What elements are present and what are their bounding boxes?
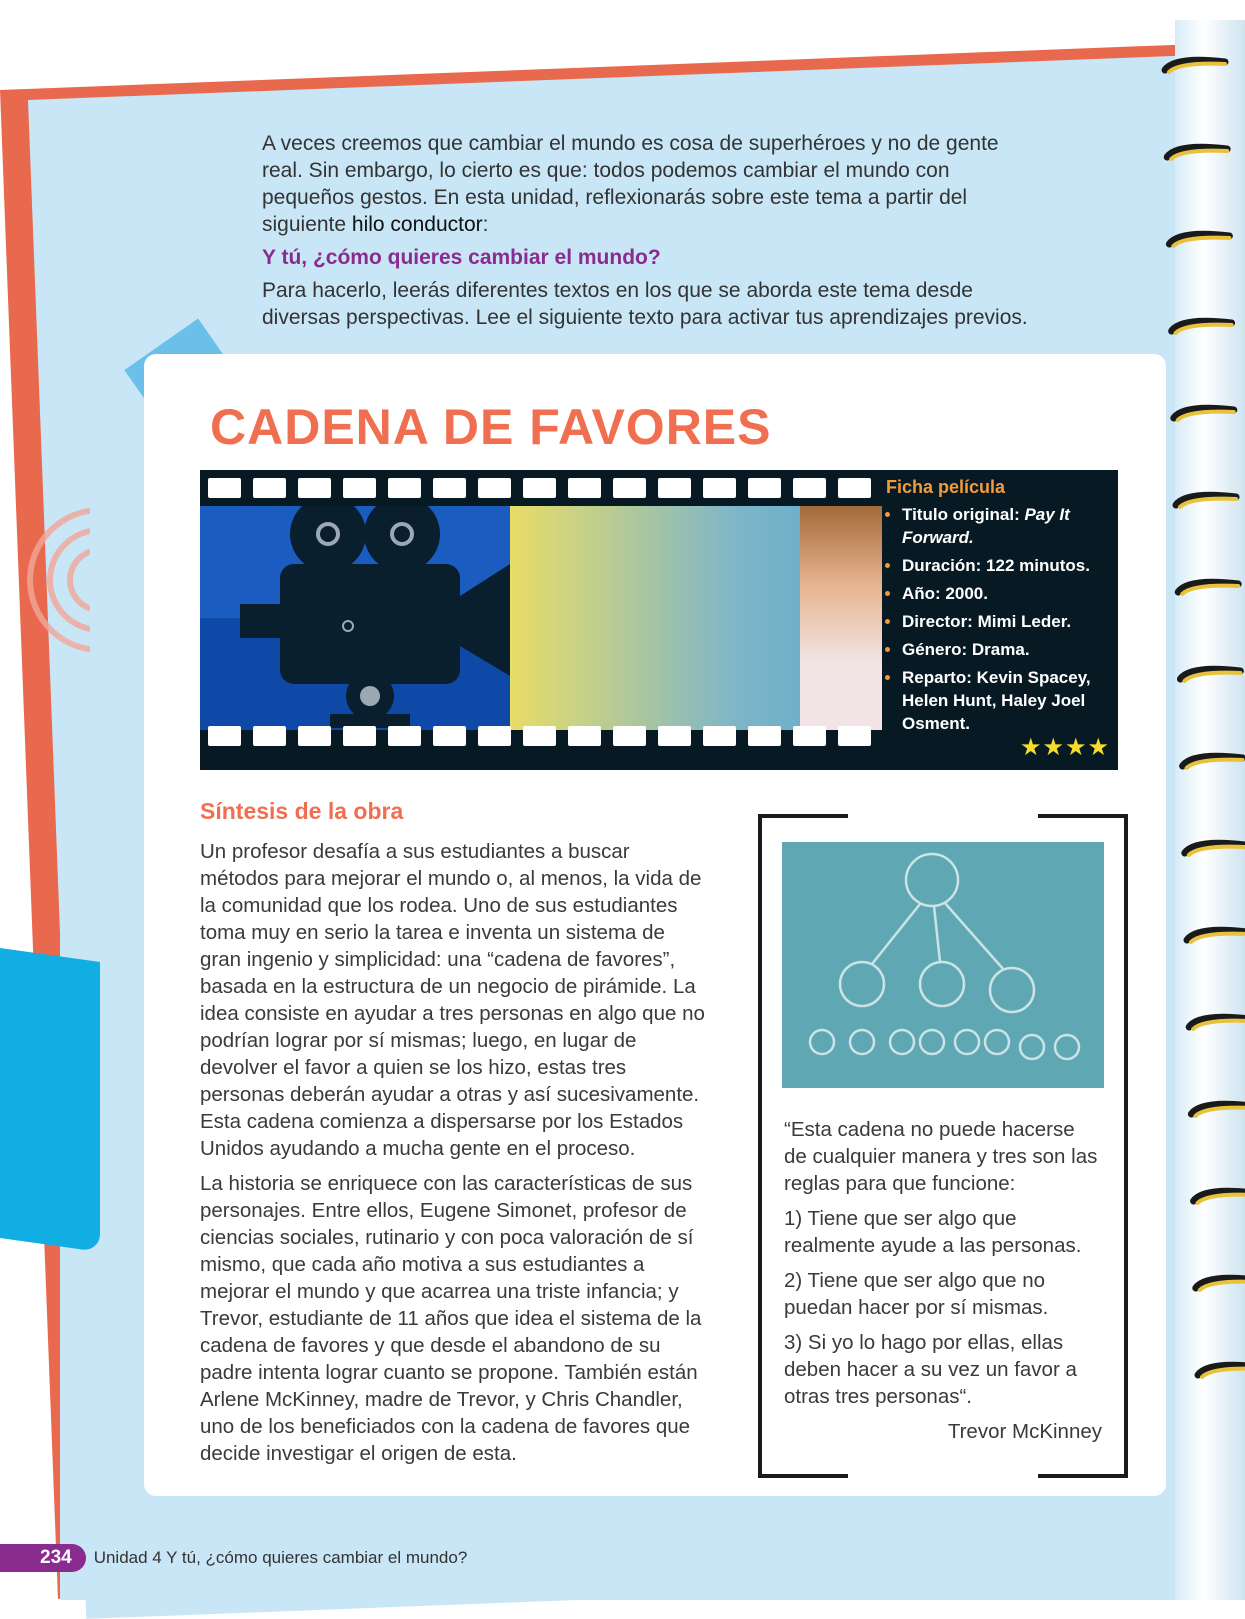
boy-photo xyxy=(800,506,882,730)
intro-paragraph-1: A veces creemos que cambiar el mundo es cosa de superhéroes y no de gente real. Sin embargo, lo cierto es que: todos podemos cambiar el mundo con pequeños gestos. En esta unidad, reflexionarás sobre este tema a partir del siguiente hilo conductor: xyxy=(262,132,999,236)
movie-info-card xyxy=(886,476,1111,740)
sintesis-paragraph-2: La historia se enriquece con las características de sus personajes. Entre ellos, Eugene Simonet, profesor de ciencias sociales, rutinario y con poca valoración de sí mismo, que cada año motiva a sus estudiantes a mejorar el mundo y que acarrea una triste infancia; y Trevor, estudiante de 11 años que idea el sistema de la cadena de favores y que desde el abandono de su padre intenta lograr cuanto se propone. También están Arlene McKinney, madre de Trevor, y Chris Chandler, uno de los beneficiados con la cadena de favores que decide investigar el origen de esta. xyxy=(200,1172,702,1465)
sintesis-paragraph-1: Un profesor desafía a sus estudiantes a buscar métodos para mejorar el mundo o, al menos, la vida de la comunidad que los rodea. Uno de sus estudiantes toma muy en serio la tarea e inventa un sistema de gran ingenio y simplicidad: una “cadena de favores”, basada en la estructura de un negocio de pirámide. La idea consiste en ayudar a tres personas en algo que no podrían lograr por sí mismas; luego, en lugar de devolver el favor a quien se los hizo, estas tres personas deberán ayudar a otras y así sucesivamente. Esta cadena comienza a dispersarse por los Estados Unidos ayudando a mucha gente en el proceso. xyxy=(200,840,705,1160)
quote-rule-2: 2) Tiene que ser algo que no puedan hacer por sí mismas. xyxy=(784,1269,1049,1319)
quote-text xyxy=(784,1116,1102,1453)
movie-camera-icon xyxy=(230,506,520,730)
ficha-list xyxy=(886,503,1111,735)
quote-box xyxy=(758,814,1128,1478)
ficha-heading: Ficha película xyxy=(886,477,1006,497)
quote-author: Trevor McKinney xyxy=(947,1420,1102,1443)
film-strip-banner xyxy=(200,470,1118,770)
side-tab xyxy=(0,948,100,1252)
ficha-reparto: • Reparto: Kevin Spacey, Helen Hunt, Haley Joel Osment. xyxy=(902,666,1111,735)
sintesis-body xyxy=(200,838,705,1475)
guiding-question: Y tú, ¿cómo quieres cambiar el mundo? xyxy=(262,246,661,269)
ficha-duracion: • Duración: 122 minutos. xyxy=(902,554,1111,577)
pyramid-chalk-icon xyxy=(782,842,1104,1088)
ficha-director: • Director: Mimi Leder. xyxy=(902,610,1111,633)
footer-unit-title: Unidad 4 Y tú, ¿cómo quieres cambiar el mundo? xyxy=(93,1548,468,1567)
ficha-anio: • Año: 2000. xyxy=(902,582,1111,605)
film-holes-top xyxy=(208,478,878,498)
page-number: 234 xyxy=(0,1544,86,1572)
intro-section xyxy=(262,130,1042,337)
rating-stars-icon: ★★★★ xyxy=(1019,734,1110,761)
hilo-conductor-keyword: hilo conductor xyxy=(351,213,483,236)
page-footer xyxy=(0,1543,467,1573)
ficha-titulo: • Titulo original: Pay It Forward. xyxy=(902,503,1111,549)
film-holes-bottom xyxy=(208,726,878,746)
article-title: CADENA DE FAVORES xyxy=(210,399,772,455)
chalkboard-diagram-image xyxy=(782,842,1104,1088)
quote-intro: “Esta cadena no puede hacerse de cualquier manera y tres son las reglas para que funcione: xyxy=(784,1118,1098,1195)
ficha-genero: • Género: Drama. xyxy=(902,638,1111,661)
quote-rule-3: 3) Si yo lo hago por ellas, ellas deben hacer a su vez un favor a otras tres personas“. xyxy=(784,1331,1077,1408)
movie-illustration xyxy=(200,506,882,730)
decorative-circles-icon xyxy=(10,380,90,800)
sintesis-heading: Síntesis de la obra xyxy=(200,798,404,824)
intro-paragraph-2: Para hacerlo, leerás diferentes textos en los que se aborda este tema desde diversas perspectivas. Lee el siguiente texto para activar tus aprendizajes previos. xyxy=(262,279,1028,329)
quote-rule-1: 1) Tiene que ser algo que realmente ayude a las personas. xyxy=(784,1207,1082,1257)
